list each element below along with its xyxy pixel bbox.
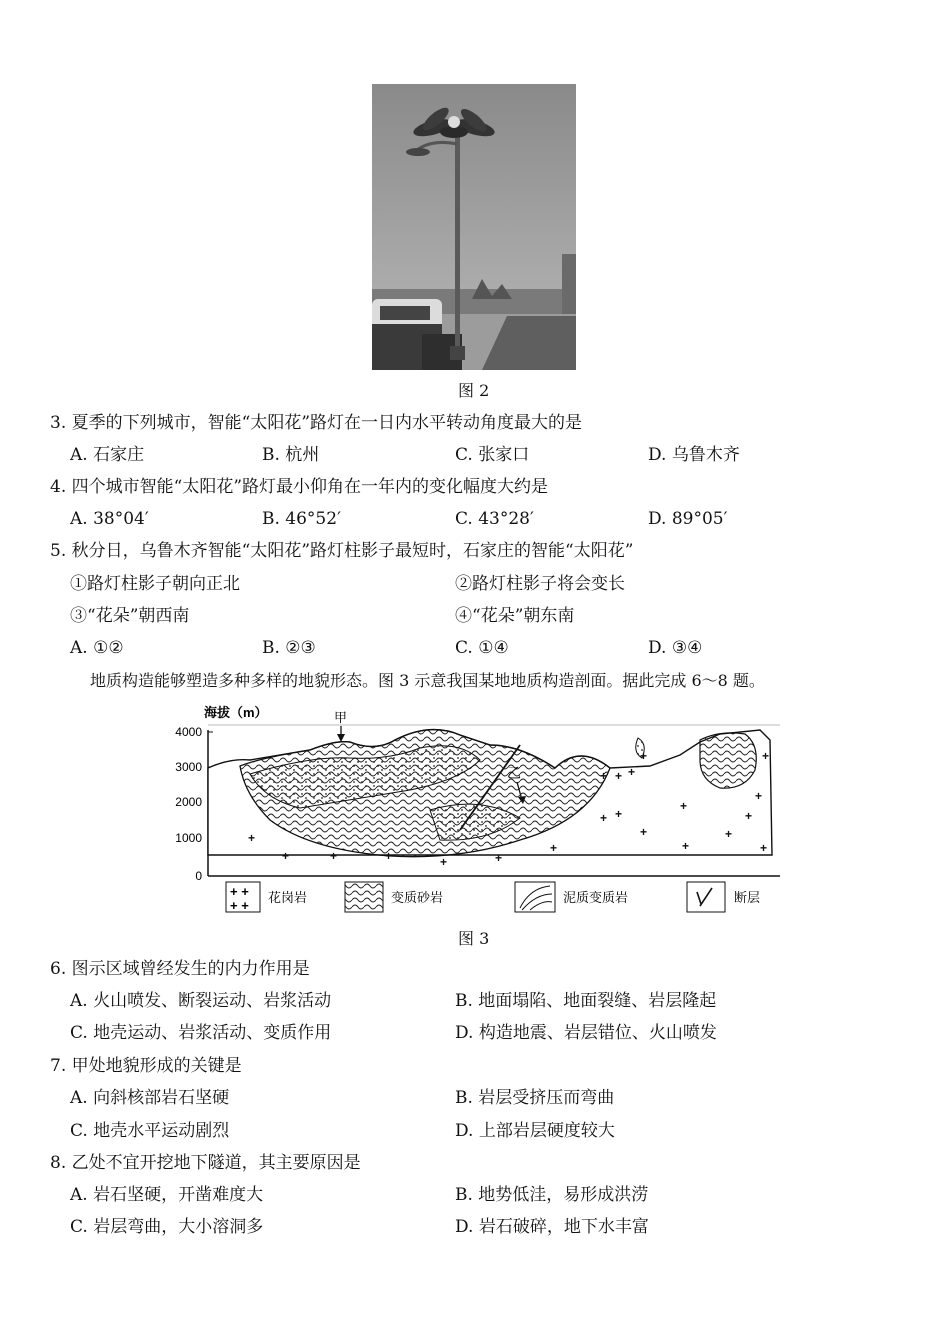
question-6-option-d: D. 构造地震、岩层错位、火山喷发 (455, 1023, 717, 1043)
svg-text:+: + (762, 749, 770, 763)
question-5-option-a: A. ①② (70, 638, 124, 658)
question-5-option-b: B. ②③ (262, 638, 316, 658)
section-intro: 地质构造能够塑造多种多样的地貌形态。图 3 示意我国某地地质构造剖面。据此完成 6～8 题。 (90, 671, 765, 690)
question-4-option-b: B. 46°52′ (262, 509, 341, 529)
y-tick-1000: 1000 (175, 831, 202, 845)
figure-3-caption: 图 3 (458, 929, 490, 948)
svg-text:+: + (600, 769, 608, 783)
svg-text:+: + (760, 841, 768, 855)
question-8-option-b: B. 地势低洼，易形成洪涝 (455, 1185, 649, 1205)
question-8-stem: 8. 乙处不宜开挖地下隧道，其主要原因是 (50, 1153, 361, 1173)
y-tick-3000: 3000 (175, 760, 202, 774)
svg-text:+: + (440, 855, 448, 869)
question-7-option-c: C. 地壳水平运动剧烈 (70, 1121, 230, 1141)
svg-text:+: + (330, 849, 338, 863)
svg-text:+ +: + + (230, 884, 249, 899)
marker-yi-label: 乙 (507, 765, 521, 781)
svg-text:+: + (248, 831, 256, 845)
solar-flower-streetlight-photo (372, 84, 576, 370)
legend-fault: 断层 (734, 890, 761, 905)
svg-text:+: + (550, 841, 558, 855)
question-4-option-a: A. 38°04′ (70, 509, 149, 529)
question-3-option-b: B. 杭州 (262, 445, 320, 465)
svg-text:+: + (615, 807, 623, 821)
question-8-option-d: D. 岩石破碎，地下水丰富 (455, 1217, 649, 1237)
question-3-option-d: D. 乌鲁木齐 (648, 445, 740, 465)
question-6-stem: 6. 图示区域曾经发生的内力作用是 (50, 959, 310, 979)
question-6-option-a: A. 火山喷发、断裂运动、岩浆活动 (70, 991, 332, 1011)
question-7-option-d: D. 上部岩层硬度较大 (455, 1121, 615, 1141)
question-6-option-c: C. 地壳运动、岩浆活动、变质作用 (70, 1023, 332, 1043)
geologic-cross-section-figure (160, 700, 790, 918)
question-8-option-a: A. 岩石坚硬，开凿难度大 (70, 1185, 264, 1205)
question-7-option-a: A. 向斜核部岩石坚硬 (70, 1088, 230, 1108)
svg-text:+: + (282, 849, 290, 863)
svg-text:+: + (755, 789, 763, 803)
question-6-option-b: B. 地面塌陷、地面裂缝、岩层隆起 (455, 991, 717, 1011)
question-5-statement-2: ②路灯柱影子将会变长 (455, 574, 625, 594)
question-5-option-d: D. ③④ (648, 638, 703, 658)
legend-pelitic: 泥质变质岩 (563, 890, 629, 905)
y-axis-label: 海拔（m） (204, 705, 268, 720)
y-tick-2000: 2000 (175, 795, 202, 809)
legend (226, 882, 760, 913)
svg-text:+: + (495, 851, 503, 865)
legend-sandstone: 变质砂岩 (391, 890, 444, 905)
question-3-option-a: A. 石家庄 (70, 445, 145, 465)
question-4-stem: 4. 四个城市智能“太阳花”路灯最小仰角在一年内的变化幅度大约是 (50, 477, 549, 497)
svg-text:+: + (628, 765, 636, 779)
svg-text:+: + (615, 769, 623, 783)
svg-text:+: + (745, 809, 753, 823)
svg-text:+: + (640, 749, 648, 763)
question-4-option-c: C. 43°28′ (455, 509, 534, 529)
question-3-stem: 3. 夏季的下列城市，智能“太阳花”路灯在一日内水平转动角度最大的是 (50, 413, 583, 433)
question-5-stem: 5. 秋分日，乌鲁木齐智能“太阳花”路灯柱影子最短时，石家庄的智能“太阳花” (50, 541, 634, 561)
svg-text:+: + (385, 849, 393, 863)
svg-text:+: + (725, 827, 733, 841)
svg-text:+: + (640, 825, 648, 839)
question-5-option-c: C. ①④ (455, 638, 509, 658)
svg-text:+: + (600, 811, 608, 825)
marker-jia-label: 甲 (334, 710, 348, 725)
legend-granite: 花岗岩 (268, 890, 308, 905)
question-3-option-c: C. 张家口 (455, 445, 530, 465)
figure-2-caption: 图 2 (458, 381, 490, 400)
y-tick-0: 0 (195, 869, 202, 883)
question-7-stem: 7. 甲处地貌形成的关键是 (50, 1056, 242, 1076)
question-7-option-b: B. 岩层受挤压而弯曲 (455, 1088, 615, 1108)
svg-text:+ +: + + (230, 898, 249, 913)
svg-text:+: + (680, 799, 688, 813)
question-5-statement-3: ③“花朵”朝西南 (70, 606, 190, 626)
question-5-statement-1: ①路灯柱影子朝向正北 (70, 574, 240, 594)
svg-text:+: + (682, 839, 690, 853)
y-tick-4000: 4000 (175, 725, 202, 739)
question-5-statement-4: ④“花朵”朝东南 (455, 606, 575, 626)
question-8-option-c: C. 岩层弯曲，大小溶洞多 (70, 1217, 264, 1237)
question-4-option-d: D. 89°05′ (648, 509, 728, 529)
